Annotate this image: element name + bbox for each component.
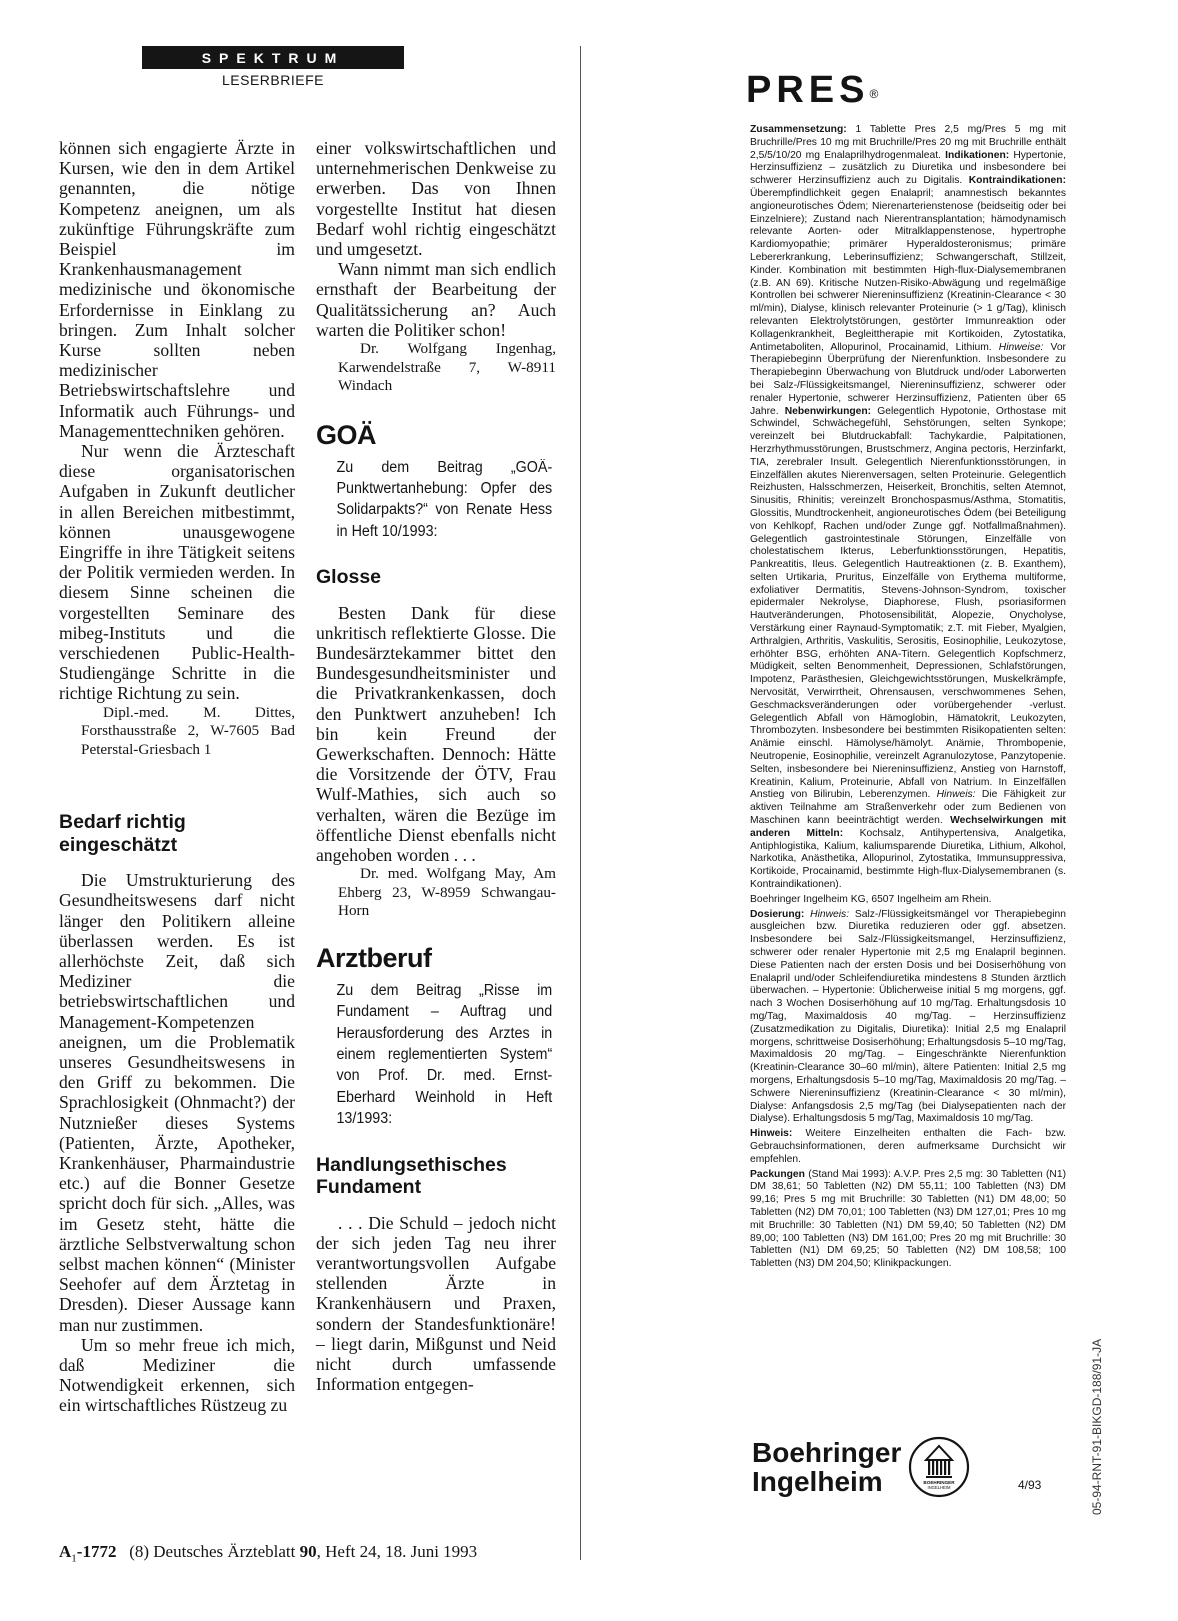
paragraph: einer volkswirtschaftlichen und unternehmerischen Denkweise zu erwerben. Das von Ihnen vorgestellte Institut hat diesen Bedarf wohl richtig eingeschätzt und umgesetzt. (316, 138, 556, 260)
section-heading-arztberuf: Arztberuf (316, 942, 432, 973)
paragraph: Nur wenn die Ärzteschaft diese organisatorischen Aufgaben in Zukunft deutlicher in allen Bereichen mitbestimmt, können unausgewogene Eingriffe in ihre Tätigkeit seitens der Politik vermieden werden. In diesem Sinne scheinen die vorgestellten Seminare des mibeg-Instituts und die verschiedenen Public-Health-Studiengänge Schritte in die richtige Richtung zu sein. (59, 441, 295, 704)
column-divider (580, 46, 581, 1560)
boehringer-ingelheim-wordmark: Boehringer Ingelheim (752, 1437, 902, 1497)
article-reference: Zu dem Beitrag „Risse im Fundament – Auftrag und Herausforderung des Arztes in einem reglementierten System“ von Prof. Dr. med. Ernst-Eberhard Weinhold in Heft 13/1993: (336, 981, 553, 1128)
boehringer-emblem-icon (908, 1436, 970, 1498)
author-signature: Dr. med. Wolfgang May, Am Ehberg 23, W-8959 Schwangau-Horn (338, 865, 556, 920)
ad-company-line: Boehringer Ingelheim KG, 6507 Ingelheim am Rhein. (750, 893, 992, 905)
section-subtitle: LESERBRIEFE (222, 72, 324, 88)
text-column-2 (316, 138, 556, 1394)
pres-advertisement (746, 69, 1066, 1271)
article-reference: Zu dem Beitrag „GOÄ-Punktwertanhebung: Opfer des Solidarpakts?“ von Renate Hess in Heft 10/1993: (336, 458, 553, 540)
paragraph: Wann nimmt man sich endlich ernsthaft der Bearbeitung der Qualitätssicherung an? Auch warten die Politiker schon! (316, 259, 556, 340)
ad-composition-text: Zusammensetzung: 1 Tablette Pres 2,5 mg/Pres 5 mg mit Bruchrille/Pres 10 mg mit Bruchrille/Pres 20 mg mit Bruchrille enthält 2,5/5/10/20 mg Enalaprilhydrogenmaleat. Indikationen: Hypertonie, Herzinsuffizienz – zusätzlich zu Diuretika und insbesondere bei schwerer Herzinsuffizienz auch zu Digitalis. Kontraindikationen: Überempfindlichkeit gegen Enalapril; anamnestisch bekanntes angioneurotisches Ödem; Nierenarterienstenose (beidseitig oder bei Einzelniere); Zustand nach Nierentransplantation; hämodynamisch relevante Aorten- oder Mitralklappenstenose, hypertrophe Kardiomyopathie; primärer Hyperaldosteronismus; primäre Lebererkrankung, Leberinsuffizienz; Schwangerschaft, Stillzeit, Kinder. Kombination mit bestimmten High-flux-Dialysemembranen (z.B. AN 69). Kritische Nutzen-Risiko-Abwägung und regelmäßige Kontrollen bei schwerer Niereninsuffizienz (Kreatinin-Clearance < 30 ml/min), Dialyse, klinisch relevanter Proteinurie (> 1 g/Tag), klinisch relevanten Elektrolytstörungen, gestörter Immunreaktion oder Kollagenkrankheit, Begleittherapie mit Kortikoiden, Zytostatika, Antimetaboliten, Allopurinol, Procainamid, Lithium. Hinweise: Vor Therapiebeginn Überprüfung der Nierenfunktion. Insbesondere zu Therapiebeginn Überwachung von Blutdruck und/oder Laborwerten bei Salz-/Flüssigkeitsmangel, Niereninsuffizienz, schwerer oder renaler Hypertonie, schwerer Herzinsuffizienz, Patienten über 65 Jahre. Nebenwirkungen: Gelegentlich Hypotonie, Orthostase mit Schwindel, Schwächegefühl, Sehstörungen, selten Synkope; vereinzelt bei Blutdruckabfall: Tachykardie, Palpitationen, Herzrhythmusstörungen, Brustschmerz, Angina pectoris, Herzinfarkt, TIA, zerebraler Insult. Gelegentlich Nierenfunktionsstörungen, in Einzelfällen akutes Nierenversagen, selten Proteinurie. Gelegentlich Reizhusten, Halsschmerzen, Heiserkeit, Bronchitis, selten Atemnot, Sinusitis, Rhinitis; vereinzelt Bronchospasmus/Asthma, Stomatitis, Glossitis, Mundtrockenheit, angioneurotisches Ödem (bei Beteiligung von Kehlkopf, Rachen und/oder Zunge ggf. Notfallmaßnahmen). Gelegentlich gastrointestinale Störungen, Einzelfälle von cholestatischem Ikterus, Leberfunktionsstörungen, Hepatitis, Pankreatitis, Ileus. Gelegentlich Hautreaktionen (z. B. Exanthem), selten Urtikaria, Pruritus, Einzelfälle von Erythema multiforme, exfoliativer Dermatitis, Stevens-Johnson-Syndrom, toxischer epidermaler Nekrolyse, Diaphorese, Flush, psoriasiformen Hautveränderungen, Photosensibilität, Alopezie, Onycholyse, Verstärkung einer Raynaud-Symptomatik; z.T. mit Fieber, Myalgien, Arthralgien, Arthritis, Vaskulitis, Serositis, Eosinophilie, Leukozytose, erhöhter BSG, erhöhten ANA-Titern. Gelegentlich Kopfschmerz, Müdigkeit, selten Benommenheit, Depressionen, Schlafstörungen, Impotenz, Parästhesien, Gleichgewichtsstörungen, Muskelkrämpfe, Nervosität, Verwirrtheit, Ohrensausen, verschwommenes Sehen, Geschmacksveränderungen oder vorübergehender -verlust. Gelegentlich Abfall von Hämoglobin, Hämatokrit, Leukozyten, Thrombozyten. Insbesondere bei bestimmten Risikopatienten selten: Anämie einschl. Hämolyse/hämolyt. Anämie, Thrombopenie, Neutropenie, Eosinophilie, vereinzelt Agranulozytose, Panzytopenie. Selten, insbesondere bei Niereninsuffizienz, Anstieg von Harnstoff, Kreatinin, Kalium, Proteinurie, Abfall von Natrium. In Einzelfällen Anstieg von Bilirubin, Leberenzymen. Hinweis: Die Fähigkeit zur aktiven Teilnahme am Straßenverkehr oder zum Bedienen von Maschinen kann beeinträchtigt werden. Wechselwirkungen mit anderen Mitteln: Kochsalz, Antihypertensiva, Analgetika, Antiphlogistika, Kalium, kaliumsparende Diuretika, Lithium, Alkohol, Narkotika, Anästhetika, Allopurinol, Zytostatika, Immunsuppressiva, Kortikoide, Procainamid, bestimmte High-flux-Dialysemembranen (s. Kontraindikationen). (750, 124, 1066, 891)
paragraph: . . . Die Schuld – jedoch nicht der sich jeden Tag neu ihrer verantwortungsvollen Aufgabe stellenden Ärzte in Krankenhäusern und Praxen, sondern der Standesfunktionäre! – liegt darin, Mißgunst und Neid nicht durch umfassende Information entgegen- (316, 1212, 556, 1395)
section-title: SPEKTRUM (201, 50, 345, 66)
ad-notice-text: Hinweis: Weitere Einzelheiten enthalten die Fach- bzw. Gebrauchsinformationen, deren aufmerksame Durchsicht wir empfehlen. (750, 1128, 1066, 1165)
paragraph: können sich engagierte Ärzte in Kursen, wie den in dem Artikel genannten, die nötige Kompetenz aneignen, um als zukünftige Führungskräfte zum Beispiel im Krankenhausmanagement medizinische und ökonomische Erfordernisse in Einklang zu bringen. Zum Inhalt solcher Kurse sollten neben medizinischer Betriebswirtschaftslehre und Informatik auch Führungs- und Managementtechniken gehören. (59, 138, 295, 441)
author-signature: Dipl.-med. M. Dittes, Forsthausstraße 2, W-7605 Bad Peterstal-Griesbach 1 (81, 703, 295, 758)
article-heading: Handlungsethisches Fundament (316, 1153, 507, 1199)
ad-code: 4/93 (1018, 1478, 1042, 1492)
page-footer: $A_1-1772$ (8) Deutsches Ärzteblatt 90, Heft 24, 18. Juni 1993 (59, 1542, 478, 1565)
section-heading-goae: GOÄ (316, 419, 377, 450)
paragraph: Die Umstrukturierung des Gesundheitswesens darf nicht länger den Politikern alleine überlassen werden. Es ist allerhöchste Zeit, daß sich Mediziner die betriebswirtschaftlichen und Management-Kompetenzen aneignen, um die Problematik unseres Gesundheitswesens in den Griff zu bekommen. Die Sprachlosigkeit (Ohnmacht?) der Nutznießer dieses Systems (Patienten, Ärzte, Apotheker, Krankenhäuser, Pharmaindustrie etc.) auf die Bonner Gesetze spricht doch für sich. „Alles, was im Gesetz steht, hätte die ärztliche Selbstverwaltung schon selbst machen können“ (Minister Seehofer auf dem Ärztetag in Dresden). Dieser Aussage kann man nur zustimmen. (59, 870, 295, 1335)
ad-packages-text: Packungen (Stand Mai 1993): A.V.P. Pres 2,5 mg: 30 Tabletten (N1) DM 38,61; 50 Tabletten (N2) DM 55,11; 100 Tabletten (N3) DM 99,16; Pres 5 mg mit Bruchrille: 30 Tabletten (N1) DM 48,00; 50 Tabletten (N2) DM 70,01; 100 Tabletten (N3) DM 127,01; Pres 10 mg mit Bruchrille: 30 Tabletten (N1) DM 59,40; 50 Tabletten (N2) DM 89,00; 100 Tabletten (N3) DM 161,00; Pres 20 mg mit Bruchrille: 30 Tabletten (N1) DM 69,25; 50 Tabletten (N2) DM 108,58; 100 Tabletten (N3) DM 204,50; Klinikpackungen. (750, 1168, 1066, 1270)
svg-text:INGELHEIM: INGELHEIM (927, 1485, 951, 1490)
svg-text:BOEHRINGER: BOEHRINGER (923, 1480, 955, 1485)
pres-logo: PRES® (746, 69, 879, 111)
author-signature: Dr. Wolfgang Ingenhag, Karwendelstraße 7, W-8911 Windach (338, 340, 556, 395)
article-heading: Bedarf richtig eingeschätzt (59, 811, 186, 856)
text-column-1 (59, 138, 295, 1416)
paragraph: Um so mehr freue ich mich, daß Mediziner die Notwendigkeit erkennen, sich ein wirtschaftliches Rüstzeug zu (59, 1334, 295, 1416)
ad-side-reference: 05-94-RNT-91-BIKGD-188/91-JA (1090, 1338, 1104, 1515)
paragraph: Besten Dank für diese unkritisch reflektierte Glosse. Die Bundesärztekammer bittet den Bundesgesundheitsminister und die Privatkrankenkassen, doch den Punktwert anzuheben! Ich bin kein Freund der Gewerkschaften. Dennoch: Hätte die Vorsitzende der ÖTV, Frau Wulf-Mathies, sich auch so verhalten, wären die Bezüge im öffentliche Dienst ebenfalls nicht angehoben worden . . . (316, 602, 556, 866)
article-heading: Glosse (316, 566, 382, 589)
ad-dosage-text: Dosierung: Hinweis: Salz-/Flüssigkeitsmängel vor Therapiebeginn ausgleichen bzw. Diuretika reduzieren oder ggf. absetzen. Insbesondere bei Salz-/Flüssigkeitsmangel, Herzinsuffizienz, schwerer oder renaler Hypertonie mit 2,5 mg Enalapril beginnen. Diese Patienten nach der ersten Dosis und bei Dosiserhöhung von Enalapril und/oder Schleifendiuretika mindestens 8 Stunden ärztlich überwachen. – Hypertonie: Üblicherweise initial 5 mg morgens, ggf. nach 3 Wochen Dosiserhöhung auf 10 mg/Tag. Erhaltungsdosis 10 mg/Tag, Maximaldosis 40 mg/Tag. – Herzinsuffizienz (Zusatzmedikation zu Digitalis, Diuretika): Initial 2,5 mg Enalapril morgens, schrittweise Dosiserhöhung; Erhaltungsdosis 5–10 mg/Tag, Maximaldosis 20 mg/Tag. – Eingeschränkte Nierenfunktion (Kreatinin-Clearance 30–60 ml/min), ältere Patienten: Initial 2,5 mg morgens, Erhaltungsdosis 5–10 mg/Tag, Maximaldosis 20 mg/Tag. – Schwere Niereninsuffizienz (Kreatinin-Clearance < 30 ml/min), Dialyse: Anfangsdosis 2,5 mg/Tag (bei Dialysepatienten nach der Dialyse). Erhaltungsdosis 5 mg/Tag, Maximaldosis 10 mg/Tag. (750, 908, 1066, 1125)
